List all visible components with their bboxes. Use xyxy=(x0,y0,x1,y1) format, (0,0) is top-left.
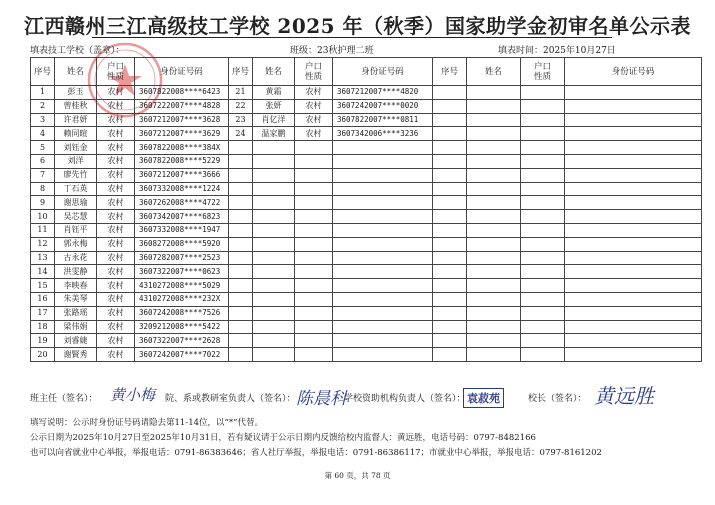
cell-name: 刘睿婕 xyxy=(55,334,97,348)
cell-hukou: 农村 xyxy=(97,279,135,293)
cell-hukou: 农村 xyxy=(295,127,333,141)
cell-name xyxy=(467,141,521,155)
cell-id xyxy=(565,210,702,224)
cell-id: 3607242007****7022 xyxy=(135,348,229,362)
cell-id: 3607322007****2628 xyxy=(135,334,229,348)
cell-no: 16 xyxy=(31,292,55,306)
dept-label: 院、系或教研室负责人（签名）： xyxy=(165,394,296,404)
table-row xyxy=(31,127,702,141)
cell-id: 3607332008****1224 xyxy=(135,182,229,196)
cell-name xyxy=(467,265,521,279)
cell-no: 13 xyxy=(31,251,55,265)
cell-hukou: 农村 xyxy=(97,127,135,141)
principal-label: 校长（签名）： xyxy=(528,394,587,404)
cell-id xyxy=(565,279,702,293)
cell-name xyxy=(253,154,295,168)
cell-name: 温家鹏 xyxy=(253,127,295,141)
cell-id: 4310272008****232X xyxy=(135,292,229,306)
cell-no xyxy=(433,99,467,113)
cell-no xyxy=(229,196,253,210)
table-row xyxy=(31,182,702,196)
cell-no xyxy=(229,141,253,155)
cell-hukou: 农村 xyxy=(97,196,135,210)
principal-signature: 黄远胜 xyxy=(594,384,654,408)
cell-name: 张路瑶 xyxy=(55,306,97,320)
cell-hukou xyxy=(521,182,565,196)
cell-hukou: 农村 xyxy=(295,86,333,100)
cell-id xyxy=(333,334,433,348)
col-header-id: 身份证号码 xyxy=(565,58,702,86)
cell-no: 12 xyxy=(31,237,55,251)
cell-hukou: 农村 xyxy=(97,210,135,224)
cell-hukou xyxy=(521,237,565,251)
cell-name xyxy=(253,141,295,155)
table-row xyxy=(31,154,702,168)
cell-hukou xyxy=(295,279,333,293)
cell-hukou xyxy=(295,182,333,196)
cell-id xyxy=(333,279,433,293)
cell-no xyxy=(433,210,467,224)
cell-id: 3607212007****3666 xyxy=(135,168,229,182)
cell-id xyxy=(565,348,702,362)
page-number: 第 60 页，共 78 页 xyxy=(324,471,391,480)
cell-name xyxy=(467,210,521,224)
cell-no: 23 xyxy=(229,113,253,127)
cell-name: 梁伟娟 xyxy=(55,320,97,334)
cell-name xyxy=(467,168,521,182)
cell-hukou: 农村 xyxy=(97,237,135,251)
cell-hukou: 农村 xyxy=(97,292,135,306)
cell-name: 丁石英 xyxy=(55,182,97,196)
cell-no: 1 xyxy=(31,86,55,100)
cell-no xyxy=(433,320,467,334)
cell-no xyxy=(229,306,253,320)
cell-no xyxy=(433,334,467,348)
cell-id xyxy=(565,113,702,127)
cell-no xyxy=(229,279,253,293)
cell-no xyxy=(229,320,253,334)
aid-signature-stamp: 袁菽苑 xyxy=(463,388,504,408)
table-row xyxy=(31,141,702,155)
cell-no: 7 xyxy=(31,168,55,182)
cell-hukou xyxy=(295,320,333,334)
cell-no: 24 xyxy=(229,127,253,141)
cell-name xyxy=(253,182,295,196)
cell-name xyxy=(467,182,521,196)
cell-no: 9 xyxy=(31,196,55,210)
cell-no xyxy=(433,251,467,265)
cell-no: 5 xyxy=(31,141,55,155)
table-row xyxy=(31,196,702,210)
note-line-2: 公示日期为2025年10月27日至2025年10月31日，若有疑议请于公示日期内反馈给校内监督人：黄远胜，电话号码：0797-8482166 xyxy=(30,433,536,443)
aid-label: 学校资助机构负责人（签名）： xyxy=(344,394,466,404)
cell-id: 3607322007****0623 xyxy=(135,265,229,279)
table-row xyxy=(31,86,702,100)
col-header-no: 序号 xyxy=(433,58,467,86)
cell-no: 14 xyxy=(31,265,55,279)
cell-id xyxy=(565,223,702,237)
cell-hukou: 农村 xyxy=(97,320,135,334)
note-line-3: 也可以向省就业中心举报，举报电话：0791-86383646；省人社厅举报，举报电话：0791-86386117；市就业中心举报，举报电话：0797-8161202 xyxy=(30,448,602,458)
cell-id xyxy=(565,127,702,141)
cell-no: 20 xyxy=(31,348,55,362)
cell-id: 3607222007****4828 xyxy=(135,99,229,113)
cell-id xyxy=(333,237,433,251)
cell-id xyxy=(333,196,433,210)
table-row xyxy=(31,348,702,362)
cell-no xyxy=(433,86,467,100)
roster-table xyxy=(30,57,702,362)
cell-id: 3607282007****2523 xyxy=(135,251,229,265)
cell-name xyxy=(467,127,521,141)
cell-hukou: 农村 xyxy=(97,348,135,362)
note-line-1: 填写说明：公示时身份证号码请隐去第11-14位，以“*”代替。 xyxy=(30,418,263,428)
cell-id: 3607212007****4820 xyxy=(333,86,433,100)
cell-no: 17 xyxy=(31,306,55,320)
cell-no: 18 xyxy=(31,320,55,334)
table-row xyxy=(31,320,702,334)
title-underline xyxy=(92,37,612,38)
cell-id xyxy=(333,292,433,306)
cell-id xyxy=(565,196,702,210)
cell-id: 3607212007****3629 xyxy=(135,127,229,141)
cell-name: 谢賢秀 xyxy=(55,348,97,362)
cell-hukou: 农村 xyxy=(97,168,135,182)
cell-id xyxy=(565,237,702,251)
cell-hukou xyxy=(521,141,565,155)
cell-no xyxy=(433,348,467,362)
cell-no: 3 xyxy=(31,113,55,127)
cell-no: 2 xyxy=(31,99,55,113)
table-row xyxy=(31,306,702,320)
cell-id xyxy=(565,265,702,279)
cell-name xyxy=(467,196,521,210)
cell-hukou xyxy=(521,306,565,320)
cell-name xyxy=(253,210,295,224)
cell-hukou xyxy=(295,141,333,155)
cell-hukou: 农村 xyxy=(97,182,135,196)
cell-id: 3607342007****6823 xyxy=(135,210,229,224)
cell-hukou xyxy=(295,292,333,306)
cell-name: 刘钰金 xyxy=(55,141,97,155)
cell-name: 曾桂秋 xyxy=(55,99,97,113)
cell-hukou: 农村 xyxy=(97,154,135,168)
cell-no xyxy=(229,251,253,265)
cell-name xyxy=(253,279,295,293)
col-header-name: 姓名 xyxy=(253,58,295,86)
cell-id: 3607822008****384X xyxy=(135,141,229,155)
cell-name xyxy=(467,251,521,265)
cell-hukou xyxy=(295,334,333,348)
class-label: 班级：23秋护理二班 xyxy=(290,46,374,56)
cell-no xyxy=(433,113,467,127)
cell-name: 彭玉 xyxy=(55,86,97,100)
table-row xyxy=(31,265,702,279)
cell-name xyxy=(467,334,521,348)
table-row xyxy=(31,251,702,265)
cell-hukou: 农村 xyxy=(295,113,333,127)
cell-no xyxy=(229,168,253,182)
cell-hukou xyxy=(521,99,565,113)
cell-id xyxy=(333,210,433,224)
cell-hukou xyxy=(295,306,333,320)
cell-id: 3607212007****3628 xyxy=(135,113,229,127)
cell-hukou xyxy=(295,210,333,224)
table-row xyxy=(31,168,702,182)
cell-name xyxy=(467,113,521,127)
cell-no xyxy=(433,292,467,306)
cell-id xyxy=(565,86,702,100)
cell-hukou xyxy=(521,348,565,362)
cell-name xyxy=(253,320,295,334)
cell-id xyxy=(565,141,702,155)
cell-name xyxy=(253,292,295,306)
cell-hukou xyxy=(521,196,565,210)
cell-id: 3608272008****5920 xyxy=(135,237,229,251)
cell-hukou xyxy=(521,127,565,141)
cell-name xyxy=(253,251,295,265)
cell-id xyxy=(333,320,433,334)
cell-no: 4 xyxy=(31,127,55,141)
cell-id xyxy=(565,182,702,196)
cell-id xyxy=(565,306,702,320)
cell-name xyxy=(467,237,521,251)
cell-id xyxy=(565,320,702,334)
cell-hukou xyxy=(295,223,333,237)
table-header-row xyxy=(31,58,702,86)
cell-no xyxy=(229,223,253,237)
cell-no xyxy=(433,127,467,141)
cell-no: 11 xyxy=(31,223,55,237)
cell-hukou xyxy=(295,168,333,182)
cell-id xyxy=(565,251,702,265)
cell-id: 3607262008****4722 xyxy=(135,196,229,210)
col-header-id: 身份证号码 xyxy=(135,58,229,86)
cell-name xyxy=(253,265,295,279)
cell-no xyxy=(433,196,467,210)
cell-hukou: 农村 xyxy=(97,265,135,279)
cell-id: 3607242008****7526 xyxy=(135,306,229,320)
cell-no xyxy=(229,237,253,251)
cell-id xyxy=(333,141,433,155)
page-title: 江西赣州三江高级技工学校 2025 年（秋季）国家助学金初审名单公示表 xyxy=(23,14,692,38)
col-header-id: 身份证号码 xyxy=(333,58,433,86)
cell-no xyxy=(229,334,253,348)
cell-no xyxy=(229,292,253,306)
cell-name: 吴芯慧 xyxy=(55,210,97,224)
cell-name xyxy=(253,168,295,182)
cell-id: 3607822007****0811 xyxy=(333,113,433,127)
cell-name xyxy=(253,334,295,348)
cell-id xyxy=(333,154,433,168)
table-row xyxy=(31,292,702,306)
cell-no xyxy=(433,141,467,155)
cell-hukou xyxy=(521,223,565,237)
cell-name: 赖同暄 xyxy=(55,127,97,141)
cell-no xyxy=(229,182,253,196)
table-row xyxy=(31,210,702,224)
col-header-name: 姓名 xyxy=(55,58,97,86)
cell-name xyxy=(467,154,521,168)
cell-no: 15 xyxy=(31,279,55,293)
cell-no xyxy=(229,210,253,224)
table-row xyxy=(31,113,702,127)
cell-name xyxy=(253,196,295,210)
cell-name xyxy=(467,99,521,113)
cell-hukou xyxy=(521,320,565,334)
cell-no: 8 xyxy=(31,182,55,196)
cell-id xyxy=(333,168,433,182)
cell-id xyxy=(333,306,433,320)
cell-hukou: 农村 xyxy=(97,334,135,348)
cell-hukou xyxy=(295,265,333,279)
cell-hukou xyxy=(521,279,565,293)
cell-hukou: 农村 xyxy=(97,306,135,320)
cell-name: 洪雯静 xyxy=(55,265,97,279)
cell-no: 22 xyxy=(229,99,253,113)
col-header-no: 序号 xyxy=(31,58,55,86)
cell-hukou xyxy=(295,196,333,210)
cell-no xyxy=(229,348,253,362)
cell-id: 3209212008****5422 xyxy=(135,320,229,334)
cell-name xyxy=(467,348,521,362)
cell-hukou xyxy=(295,251,333,265)
cell-name: 刘洋 xyxy=(55,154,97,168)
cell-hukou: 农村 xyxy=(97,251,135,265)
cell-id xyxy=(333,251,433,265)
cell-no: 19 xyxy=(31,334,55,348)
cell-name: 黄霜 xyxy=(253,86,295,100)
cell-name: 古永花 xyxy=(55,251,97,265)
cell-name: 朱美琴 xyxy=(55,292,97,306)
cell-id xyxy=(565,99,702,113)
cell-id: 3607822008****6423 xyxy=(135,86,229,100)
cell-name: 郭永梅 xyxy=(55,237,97,251)
table-row xyxy=(31,99,702,113)
cell-no xyxy=(433,168,467,182)
cell-hukou xyxy=(521,251,565,265)
cell-id xyxy=(333,182,433,196)
cell-hukou xyxy=(521,168,565,182)
cell-name xyxy=(467,223,521,237)
cell-no xyxy=(433,279,467,293)
col-header-hukou: 户口 性质 xyxy=(295,58,333,86)
cell-hukou xyxy=(521,292,565,306)
cell-no xyxy=(229,265,253,279)
table-row xyxy=(31,223,702,237)
table-row xyxy=(31,279,702,293)
cell-no xyxy=(433,265,467,279)
cell-hukou: 农村 xyxy=(97,113,135,127)
cell-hukou xyxy=(521,113,565,127)
cell-id xyxy=(333,348,433,362)
cell-no xyxy=(433,223,467,237)
cell-no xyxy=(433,306,467,320)
cell-hukou xyxy=(521,265,565,279)
cell-name: 李映春 xyxy=(55,279,97,293)
cell-hukou: 农村 xyxy=(97,86,135,100)
cell-no: 6 xyxy=(31,154,55,168)
cell-hukou xyxy=(295,237,333,251)
col-header-no: 序号 xyxy=(229,58,253,86)
cell-id xyxy=(565,334,702,348)
cell-id xyxy=(333,223,433,237)
cell-no xyxy=(433,182,467,196)
cell-no xyxy=(229,154,253,168)
cell-name xyxy=(467,86,521,100)
school-label: 填表技工学校（盖章）： xyxy=(30,46,125,56)
cell-hukou xyxy=(521,154,565,168)
cell-id xyxy=(333,265,433,279)
head-teacher-signature: 黄小梅 xyxy=(110,386,156,404)
cell-name: 许君妍 xyxy=(55,113,97,127)
cell-name xyxy=(253,237,295,251)
cell-name xyxy=(467,320,521,334)
table-row xyxy=(31,334,702,348)
cell-no: 21 xyxy=(229,86,253,100)
cell-hukou xyxy=(521,86,565,100)
col-header-name: 姓名 xyxy=(467,58,521,86)
cell-name xyxy=(467,306,521,320)
table-row xyxy=(31,237,702,251)
cell-name xyxy=(253,223,295,237)
cell-name: 肖钰平 xyxy=(55,223,97,237)
cell-name: 廖先竹 xyxy=(55,168,97,182)
head-teacher-label: 班主任（签名）： xyxy=(30,394,98,404)
cell-name xyxy=(253,306,295,320)
dept-signature: 陈晨科 xyxy=(296,389,347,409)
cell-name: 肖亿洋 xyxy=(253,113,295,127)
cell-id: 3607332008****1947 xyxy=(135,223,229,237)
cell-hukou: 农村 xyxy=(97,223,135,237)
date-label: 填表时间：2025年10月27日 xyxy=(498,46,616,56)
cell-hukou xyxy=(521,334,565,348)
cell-hukou xyxy=(295,348,333,362)
cell-hukou xyxy=(295,154,333,168)
cell-id: 3607242007****0020 xyxy=(333,99,433,113)
cell-hukou: 农村 xyxy=(97,141,135,155)
cell-id xyxy=(565,292,702,306)
cell-id: 4310272008****5029 xyxy=(135,279,229,293)
cell-hukou: 农村 xyxy=(97,99,135,113)
cell-hukou: 农村 xyxy=(295,99,333,113)
cell-id: 3607342006****3236 xyxy=(333,127,433,141)
cell-hukou xyxy=(521,210,565,224)
cell-id xyxy=(565,154,702,168)
cell-name: 张妍 xyxy=(253,99,295,113)
cell-no xyxy=(433,237,467,251)
cell-id xyxy=(565,168,702,182)
cell-no: 10 xyxy=(31,210,55,224)
cell-id: 3607822008****5229 xyxy=(135,154,229,168)
col-header-hukou: 户口 性质 xyxy=(521,58,565,86)
cell-name xyxy=(467,279,521,293)
col-header-hukou: 户口 性质 xyxy=(97,58,135,86)
cell-no xyxy=(433,154,467,168)
cell-name xyxy=(467,292,521,306)
cell-name: 谢思瑜 xyxy=(55,196,97,210)
cell-name xyxy=(253,348,295,362)
